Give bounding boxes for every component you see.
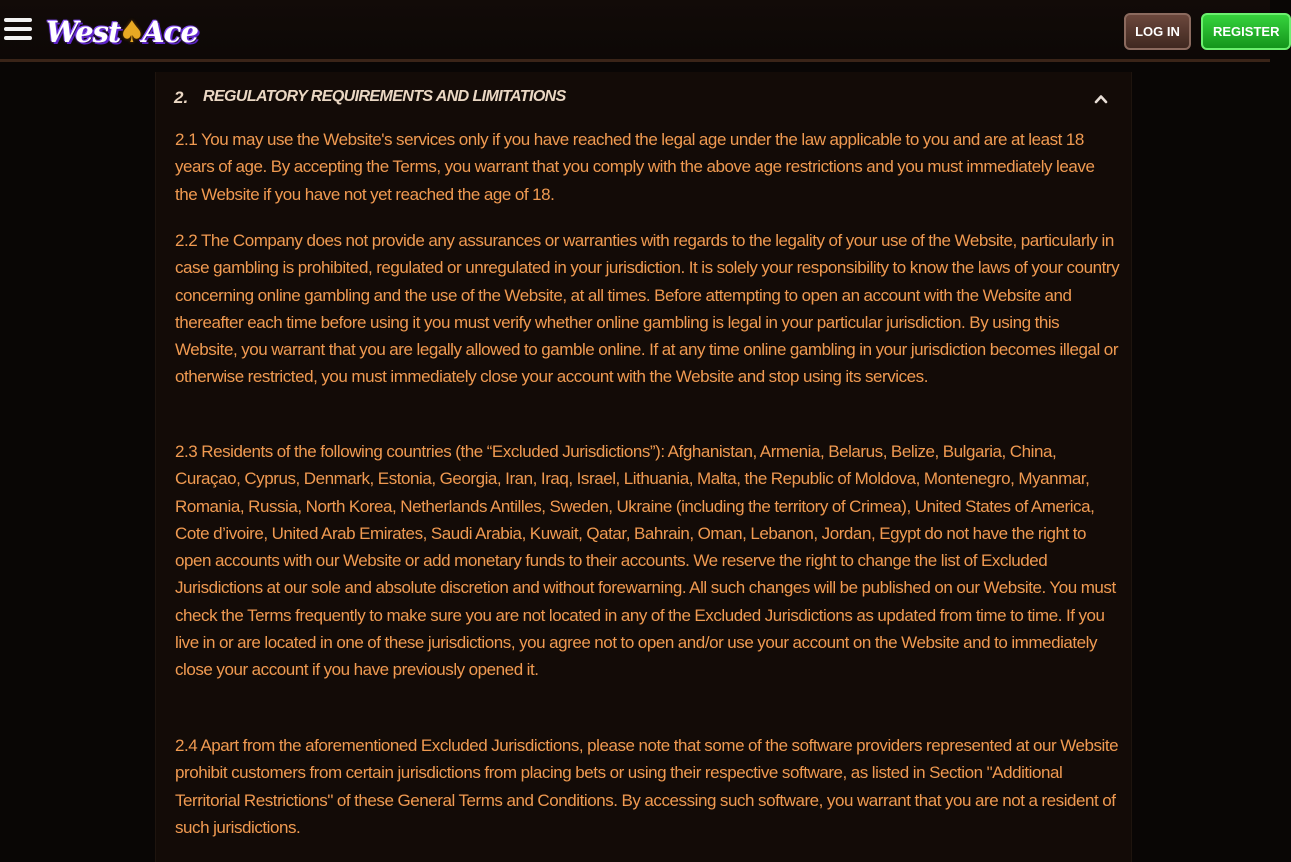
terms-paragraph-2-3: 2.3 Residents of the following countries (the “Excluded Jurisdictions”): Afghanistan, Armenia, Belarus, Belize, Bulgaria, China, Curaçao, Cyprus, Denmark, Estonia, Georgia, Iran, Iraq, Israel, Lithuania, Malta, the Republic of Moldova, Montenegro, Myanmar, Romania, Russia, North Korea, Netherlands Antilles, Sweden, Ukraine (including the territory of Crimea), United States of America, Cote d’ivoire, United Arab Emirates, Saudi Arabia, Kuwait, Qatar, Bahrain, Oman, Lebanon, Jordan, Egypt do not have the right to open accounts with our Website or add monetary funds to their accounts. We reserve the right to change the list of Excluded Jurisdictions at our sole and absolute discretion and without forewarning. All such changes will be published on our Website. You must check the Terms frequently to make sure you are not located in any of the Excluded Jurisdictions as updated from time to time. If you live in or are located in one of these jurisdictions, you agree not to open and/or use your account on the Website and to immediately close your account if you have previously opened it. [175, 442, 1116, 680]
terms-paragraph-2-4: 2.4 Apart from the aforementioned Excluded Jurisdictions, please note that some of the software providers represented at our Website prohibit customers from certain jurisdictions from placing bets or using their respective software, as listed in Section "Additional Territorial Restrictions" of these General Terms and Conditions. By accessing such software, you warrant that you are not a resident of such jurisdictions. [175, 736, 1119, 837]
section-title: REGULATORY REQUIREMENTS AND LIMITATIONS [203, 88, 566, 105]
terms-section-panel [155, 72, 1132, 862]
hamburger-menu-icon[interactable] [4, 18, 32, 44]
register-button[interactable]: REGISTER [1201, 13, 1291, 50]
spade-icon: ♠ [118, 14, 145, 50]
logo-wordmark [46, 15, 198, 50]
section-number: 2. [174, 88, 189, 107]
site-logo[interactable] [46, 10, 198, 54]
section-header-toggle[interactable] [156, 72, 1131, 122]
chevron-up-icon[interactable] [1094, 92, 1108, 106]
terms-paragraph-2-1: 2.1 You may use the Website's services only if you have reached the legal age under the law applicable to you and are at least 18 years of age. By accepting the Terms, you warrant that you comply with the above age restrictions and you must immediately leave the Website if you have not yet reached the age of 18. [175, 130, 1095, 204]
menu-bar [4, 18, 32, 22]
logo-word-ace: Ace [142, 14, 198, 49]
site-header [0, 0, 1280, 62]
menu-bar [4, 36, 32, 40]
login-button[interactable]: LOG IN [1124, 13, 1191, 50]
terms-paragraph-2-2: 2.2 The Company does not provide any assurances or warranties with regards to the legality of your use of the Website, particularly in case gambling is prohibited, regulated or unregulated in your jurisdiction. It is solely your responsibility to know the laws of your country concerning online gambling and the use of the Website, at all times. Before attempting to open an account with the Website and thereafter each time before using it you must verify whether online gambling is legal in your particular jurisdiction. By using this Website, you warrant that you are legally allowed to gamble online. If at any time online gambling in your jurisdiction becomes illegal or otherwise restricted, you must immediately close your account with the Website and stop using its services. [175, 231, 1120, 387]
menu-bar [4, 27, 32, 31]
logo-word-west: West [46, 14, 121, 49]
